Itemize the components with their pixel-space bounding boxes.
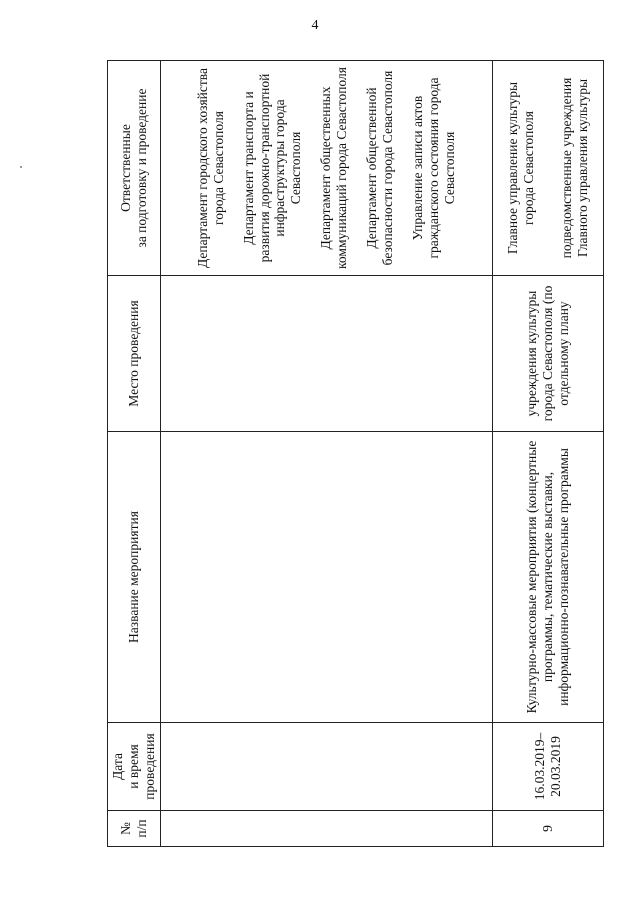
responsible-item: Главное управление культуры города Севастополя <box>504 81 536 255</box>
event-date: 16.03.2019– 20.03.2019 <box>492 723 603 811</box>
rotated-table-container <box>107 61 600 847</box>
event-place: учреждения культуры города Севастополя (по отдельному плану <box>492 276 603 432</box>
responsible-item: Департамент транспорта и развития дорожно-транспортной инфраструктуры города Севастополя <box>240 73 304 263</box>
cell-responsible-list <box>492 61 603 276</box>
header-number: № п/п <box>108 811 161 847</box>
header-date: Дата и время проведения <box>108 723 161 811</box>
header-event-name: Название мероприятия <box>108 432 161 723</box>
table-row-continued <box>160 61 492 847</box>
responsible-item: подведомственные учреждения Главного управления культуры <box>558 77 590 259</box>
event-name: Культурно-массовые мероприятия (концертные программы, тематические выставки, информационно-познавательные программы <box>492 432 603 723</box>
header-responsible: Ответственные за подготовку и проведение <box>108 61 161 276</box>
table-header-row <box>108 61 161 847</box>
table-row-9 <box>492 61 603 847</box>
page-number: 4 <box>311 18 319 33</box>
cell-name-empty <box>160 432 492 723</box>
responsible-item: Департамент общественной безопасности города Севастополя <box>364 70 396 266</box>
responsible-item: Департамент общественных коммуникаций города Севастополя <box>318 67 350 269</box>
header-place: Место проведения <box>108 276 161 432</box>
cell-place-empty <box>160 276 492 432</box>
cell-number-empty <box>160 811 492 847</box>
responsible-item: Департамент городского хозяйства города Севастополя <box>194 68 226 268</box>
cell-responsible-list <box>160 61 492 276</box>
responsible-item: Управление записи актов гражданского состояния города Севастополя <box>409 77 457 259</box>
cell-date-empty <box>160 723 492 811</box>
row-number: 9 <box>492 811 603 847</box>
scan-speck <box>20 166 22 168</box>
events-table <box>107 60 604 847</box>
